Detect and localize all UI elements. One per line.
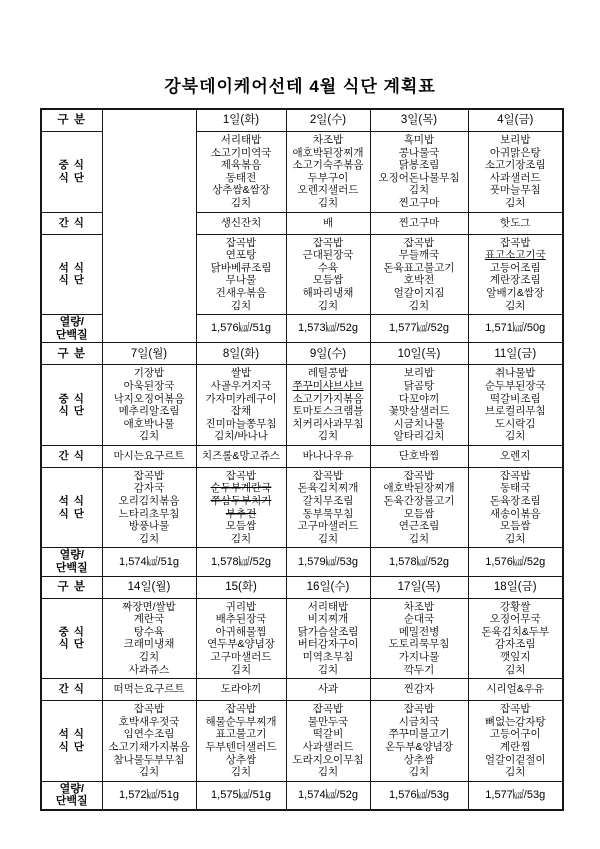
menu-item: 풋마늘무침 bbox=[489, 184, 541, 197]
dinner-label bbox=[41, 701, 102, 782]
energy-cell: 1,579㎉/53g bbox=[286, 548, 370, 576]
date-header-cell: 9일(수) bbox=[286, 343, 370, 365]
lunch-menu-cell bbox=[370, 598, 468, 679]
menu-item: 잡곡밥 bbox=[403, 236, 435, 249]
snack-cell: 도라야끼 bbox=[196, 679, 286, 701]
dinner-label bbox=[41, 467, 102, 548]
menu-item: 고구마샐러드 bbox=[210, 651, 272, 663]
snack-cell: 찐감자 bbox=[370, 679, 468, 701]
menu-item: 시금치나물 bbox=[393, 417, 445, 430]
label-line: 단백질 bbox=[55, 328, 88, 341]
label-line: 식 단 bbox=[58, 638, 85, 651]
menu-item: 뼈없는감자탕 bbox=[484, 715, 546, 728]
menu-item: 감자국 bbox=[133, 482, 165, 495]
menu-item: 무나물 bbox=[225, 274, 257, 287]
menu-item: 잡채 bbox=[230, 405, 252, 418]
lunch-menu-cell bbox=[286, 132, 370, 213]
menu-item: 흑미밥 bbox=[403, 134, 435, 146]
snack-cell: 핫도그 bbox=[468, 212, 563, 234]
menu-item: 도라지오이무침 bbox=[292, 753, 364, 766]
menu-item: 탕수육 bbox=[133, 625, 165, 638]
menu-item: 김치 bbox=[230, 663, 252, 676]
menu-item: 김치 bbox=[317, 299, 339, 312]
menu-item: 잡곡밥 bbox=[133, 703, 165, 716]
menu-item: 갈치무조림 bbox=[302, 495, 354, 508]
menu-item: 제육볶음 bbox=[220, 159, 262, 172]
date-header-cell: 4일(금) bbox=[468, 109, 563, 132]
menu-item: 김치 bbox=[230, 532, 252, 545]
menu-item: 계란찜 bbox=[500, 740, 531, 753]
menu-item: 김치 bbox=[317, 766, 339, 779]
menu-item: 김치 bbox=[408, 299, 430, 312]
date-header-cell: 16일(수) bbox=[286, 576, 370, 598]
menu-item: 김치 bbox=[505, 430, 526, 443]
energy-cell: 1,576㎉/53g bbox=[370, 781, 468, 810]
menu-item: 비지찌개 bbox=[307, 613, 349, 626]
menu-item: 기장밥 bbox=[133, 367, 165, 380]
snack-label: 간 식 bbox=[41, 445, 102, 467]
menu-item: 모듬쌈 bbox=[312, 274, 344, 287]
menu-item: 해파리냉채 bbox=[302, 286, 354, 299]
menu-item: 연근조림 bbox=[398, 520, 440, 533]
menu-item: 김치 bbox=[505, 663, 526, 676]
menu-item: 오징어무국 bbox=[489, 613, 541, 626]
menu-item: 알배기&쌈장 bbox=[486, 286, 545, 299]
menu-item: 얼갈이겉절이 bbox=[484, 753, 546, 766]
menu-item: 상추쌈 bbox=[403, 753, 435, 766]
menu-item: 모듬쌈 bbox=[225, 520, 257, 533]
dinner-menu-cell bbox=[370, 467, 468, 548]
snack-cell: 바나나우유 bbox=[286, 445, 370, 467]
menu-item: 동부묵무침 bbox=[302, 507, 354, 520]
snack-cell: 찐고구마 bbox=[370, 212, 468, 234]
menu-item: 물만두국 bbox=[307, 715, 349, 728]
date-header-cell: 1일(화) bbox=[196, 109, 286, 132]
label-line: 석 식 bbox=[58, 495, 85, 508]
menu-item: 방풍나물 bbox=[128, 520, 170, 533]
dinner-menu-cell bbox=[102, 467, 196, 548]
menu-item: 잡곡밥 bbox=[225, 703, 257, 716]
dinner-menu-cell bbox=[196, 234, 286, 315]
snack-cell: 단호박찜 bbox=[370, 445, 468, 467]
menu-item: 아욱된장국 bbox=[123, 379, 175, 392]
date-header-cell: 2일(수) bbox=[286, 109, 370, 132]
menu-item: 서리태밥 bbox=[307, 600, 349, 613]
menu-item: 귀리밥 bbox=[225, 600, 257, 613]
menu-item: 보리밥 bbox=[500, 134, 531, 146]
menu-item: 김치 bbox=[230, 766, 252, 779]
menu-item: 쌀밥 bbox=[230, 367, 252, 380]
energy-cell: 1,571㎉/50g bbox=[468, 315, 563, 343]
menu-item: 순대국 bbox=[403, 613, 435, 626]
menu-item: 치커리사과무침 bbox=[292, 417, 364, 430]
energy-label bbox=[41, 781, 102, 810]
menu-item: 소고기가지볶음 bbox=[292, 392, 364, 405]
menu-item: 도토리묵무침 bbox=[388, 638, 450, 651]
menu-item: 돈육표고불고기 bbox=[383, 261, 455, 274]
menu-item: 연두부&양념장 bbox=[207, 638, 275, 651]
energy-cell: 1,574㎉/51g bbox=[102, 548, 196, 576]
menu-item: 부추전 bbox=[225, 507, 257, 520]
menu-item: 사과샐러드 bbox=[489, 171, 541, 184]
menu-item: 김치 bbox=[408, 532, 430, 545]
menu-item: 소고기장조림 bbox=[484, 159, 546, 172]
lunch-label bbox=[41, 132, 102, 213]
menu-item: 소고기채가지볶음 bbox=[108, 740, 190, 753]
menu-item: 무들깨국 bbox=[398, 249, 440, 262]
menu-item: 오렌지샐러드 bbox=[297, 184, 359, 197]
menu-item: 김치/바나나 bbox=[214, 430, 268, 443]
menu-item: 계란장조림 bbox=[489, 274, 541, 287]
menu-item: 김치 bbox=[505, 532, 526, 545]
dinner-menu-cell bbox=[370, 701, 468, 782]
menu-item: 소고기숙주볶음 bbox=[292, 159, 364, 172]
menu-item: 콩나물국 bbox=[398, 146, 440, 159]
menu-item: 고구마샐러드 bbox=[297, 520, 359, 533]
menu-item: 알타리김치 bbox=[393, 430, 445, 443]
energy-cell: 1,572㎉/51g bbox=[102, 781, 196, 810]
dinner-label bbox=[41, 234, 102, 315]
energy-cell: 1,576㎉/52g bbox=[468, 548, 563, 576]
menu-item: 참나물두부무침 bbox=[113, 753, 185, 766]
snack-cell: 떠먹는요구르트 bbox=[102, 679, 196, 701]
menu-item: 잡곡밥 bbox=[500, 469, 531, 482]
lunch-menu-cell bbox=[468, 598, 563, 679]
menu-item: 온두부&양념장 bbox=[385, 740, 453, 753]
menu-item: 잡곡밥 bbox=[225, 236, 257, 249]
menu-item: 동태국 bbox=[500, 482, 531, 495]
energy-label bbox=[41, 548, 102, 576]
menu-item: 진미마늘쫑무침 bbox=[205, 417, 277, 430]
spacer-cell bbox=[102, 109, 196, 343]
label-line: 중 식 bbox=[58, 392, 85, 405]
energy-cell: 1,578㎉/52g bbox=[370, 548, 468, 576]
lunch-menu-cell bbox=[196, 132, 286, 213]
dinner-menu-cell bbox=[286, 701, 370, 782]
snack-cell: 배 bbox=[286, 212, 370, 234]
menu-item: 두부구이 bbox=[307, 171, 349, 184]
menu-item: 토마토스크램블 bbox=[292, 405, 364, 418]
lunch-menu-cell bbox=[468, 365, 563, 446]
category-label: 구 분 bbox=[41, 576, 102, 598]
snack-cell: 마시는요구르트 bbox=[102, 445, 196, 467]
lunch-menu-cell bbox=[286, 598, 370, 679]
menu-item: 쭈삼두부치기 bbox=[210, 495, 272, 508]
menu-item: 사골우거지국 bbox=[210, 379, 272, 392]
menu-item: 김치 bbox=[317, 663, 339, 676]
lunch-label bbox=[41, 365, 102, 446]
menu-item: 순두부된장국 bbox=[484, 379, 546, 392]
lunch-menu-cell bbox=[286, 365, 370, 446]
label-line: 열량/ bbox=[59, 549, 84, 562]
menu-item: 취나물밥 bbox=[494, 367, 536, 380]
menu-item: 김치 bbox=[505, 196, 526, 209]
lunch-menu-cell bbox=[468, 132, 563, 213]
menu-item: 배추된장국 bbox=[215, 613, 267, 626]
menu-item: 짜장면/쌀밥 bbox=[122, 600, 176, 613]
menu-item: 해물순두부찌개 bbox=[205, 715, 277, 728]
menu-item: 꽃맛살샐러드 bbox=[388, 405, 450, 418]
date-header-cell: 7일(월) bbox=[102, 343, 196, 365]
energy-cell: 1,574㎉/52g bbox=[286, 781, 370, 810]
menu-item: 잡곡밥 bbox=[312, 703, 344, 716]
menu-item: 근대된장국 bbox=[302, 249, 354, 262]
menu-item: 아귀해물찜 bbox=[215, 625, 267, 638]
energy-cell: 1,577㎉/53g bbox=[468, 781, 563, 810]
label-line: 식 단 bbox=[58, 740, 85, 753]
menu-item: 잡곡밥 bbox=[312, 236, 344, 249]
menu-item: 잡곡밥 bbox=[225, 469, 257, 482]
menu-item: 서리태밥 bbox=[220, 134, 262, 146]
menu-item: 김치 bbox=[408, 184, 430, 197]
menu-item: 애호박된장찌개 bbox=[383, 482, 455, 495]
category-label: 구 분 bbox=[41, 343, 102, 365]
menu-item: 사과샐러드 bbox=[302, 740, 354, 753]
label-line: 열량/ bbox=[59, 316, 84, 329]
menu-item: 도시락김 bbox=[494, 417, 536, 430]
menu-item: 떡갈비조림 bbox=[489, 392, 541, 405]
menu-item: 잡곡밥 bbox=[500, 703, 531, 716]
menu-item: 쭈꾸미불고기 bbox=[388, 728, 450, 741]
date-header-cell: 15(화) bbox=[196, 576, 286, 598]
menu-item: 닭곰탕 bbox=[403, 379, 435, 392]
label-line: 식 단 bbox=[58, 405, 85, 418]
menu-item: 모듬쌈 bbox=[403, 507, 435, 520]
menu-item: 김치 bbox=[138, 766, 160, 779]
menu-item: 호박전 bbox=[403, 274, 435, 287]
menu-item: 김치 bbox=[138, 532, 160, 545]
menu-item: 돈육김치찌개 bbox=[297, 482, 359, 495]
menu-item: 차조밥 bbox=[312, 134, 344, 146]
dinner-menu-cell bbox=[102, 701, 196, 782]
menu-item: 표고소고기국 bbox=[484, 249, 546, 262]
menu-item: 잡곡밥 bbox=[133, 469, 165, 482]
menu-item: 가지나물 bbox=[398, 651, 440, 663]
menu-item: 김치 bbox=[505, 766, 526, 779]
label-line: 중 식 bbox=[58, 159, 85, 172]
menu-item: 상추쌈 bbox=[225, 753, 257, 766]
menu-item: 연포탕 bbox=[225, 249, 257, 262]
menu-item: 시금치국 bbox=[398, 715, 440, 728]
dinner-menu-cell bbox=[196, 467, 286, 548]
menu-item: 메밀전병 bbox=[398, 625, 440, 638]
menu-table bbox=[40, 108, 564, 811]
lunch-menu-cell bbox=[196, 365, 286, 446]
lunch-menu-cell bbox=[370, 365, 468, 446]
menu-item: 애호박나물 bbox=[123, 417, 175, 430]
menu-item: 돈육장조림 bbox=[489, 495, 541, 508]
menu-item: 깍두기 bbox=[403, 663, 435, 676]
menu-item: 쭈꾸미샤브샤브 bbox=[292, 379, 364, 392]
page-title: 강북데이케어선테 4월 식단 계획표 bbox=[164, 77, 436, 96]
lunch-label bbox=[41, 598, 102, 679]
snack-cell: 사과 bbox=[286, 679, 370, 701]
dinner-menu-cell bbox=[468, 467, 563, 548]
menu-item: 낙지오징어볶음 bbox=[113, 392, 185, 405]
label-line: 식 단 bbox=[58, 507, 85, 520]
snack-label: 간 식 bbox=[41, 212, 102, 234]
menu-item: 느타리초무침 bbox=[118, 507, 180, 520]
menu-item: 애호박된장찌개 bbox=[292, 146, 364, 159]
menu-item: 찐고구마 bbox=[398, 196, 440, 209]
menu-item: 크래미냉채 bbox=[123, 638, 175, 651]
menu-item: 차조밥 bbox=[403, 600, 435, 613]
menu-item: 두부텐더샐러드 bbox=[205, 740, 277, 753]
menu-item: 잡곡밥 bbox=[500, 236, 531, 249]
menu-item: 사과쥬스 bbox=[128, 663, 170, 676]
energy-cell: 1,576㎉/51g bbox=[196, 315, 286, 343]
menu-item: 닭봉조림 bbox=[398, 159, 440, 172]
label-line: 식 단 bbox=[58, 171, 85, 184]
date-header-cell: 8일(화) bbox=[196, 343, 286, 365]
label-line: 중 식 bbox=[58, 625, 85, 638]
menu-item: 김치 bbox=[138, 430, 160, 443]
dinner-menu-cell bbox=[468, 234, 563, 315]
menu-item: 소고기미역국 bbox=[210, 146, 272, 159]
menu-item: 계란국 bbox=[133, 613, 165, 626]
menu-item: 닭바베큐조림 bbox=[210, 261, 272, 274]
menu-item: 레틸콩밥 bbox=[307, 367, 349, 380]
menu-item: 오징어돈나물무침 bbox=[378, 171, 460, 184]
menu-item: 순두부계란국 bbox=[210, 482, 272, 495]
energy-cell: 1,573㎉/52g bbox=[286, 315, 370, 343]
label-line: 석 식 bbox=[58, 728, 85, 741]
menu-item: 건새우볶음 bbox=[215, 286, 267, 299]
label-line: 단백질 bbox=[55, 795, 88, 808]
label-line: 석 식 bbox=[58, 261, 85, 274]
date-header-cell: 11일(금) bbox=[468, 343, 563, 365]
snack-label: 간 식 bbox=[41, 679, 102, 701]
date-header-cell: 17일(목) bbox=[370, 576, 468, 598]
menu-item: 얼갈이지짐 bbox=[393, 286, 445, 299]
label-line: 열량/ bbox=[59, 782, 84, 795]
menu-item: 수육 bbox=[317, 261, 339, 274]
menu-item: 강황쌀 bbox=[500, 600, 531, 613]
date-header-cell: 18일(금) bbox=[468, 576, 563, 598]
lunch-menu-cell bbox=[370, 132, 468, 213]
menu-item: 모듬쌈 bbox=[500, 520, 531, 533]
date-header-cell: 10일(목) bbox=[370, 343, 468, 365]
snack-cell: 오렌지 bbox=[468, 445, 563, 467]
menu-item: 깻잎지 bbox=[500, 651, 531, 663]
dinner-menu-cell bbox=[196, 701, 286, 782]
menu-item: 가자미카레구이 bbox=[205, 392, 277, 405]
dinner-menu-cell bbox=[286, 467, 370, 548]
menu-item: 동태전 bbox=[225, 171, 257, 184]
menu-item: 잡곡밥 bbox=[312, 469, 344, 482]
menu-item: 김치 bbox=[505, 299, 526, 312]
menu-item: 새송이볶음 bbox=[489, 507, 541, 520]
menu-item: 상추쌈&쌈장 bbox=[212, 184, 270, 197]
menu-item: 버터감자구이 bbox=[297, 638, 359, 651]
menu-item: 메추리알조림 bbox=[118, 405, 180, 418]
menu-item: 돈육간장불고기 bbox=[383, 495, 455, 508]
menu-item: 보리밥 bbox=[403, 367, 435, 380]
menu-item: 표고불고기 bbox=[215, 728, 267, 741]
menu-item: 임연수조림 bbox=[123, 728, 175, 741]
energy-cell: 1,578㎉/52g bbox=[196, 548, 286, 576]
menu-item: 김치 bbox=[230, 299, 252, 312]
menu-item: 호박새우젓국 bbox=[118, 715, 180, 728]
snack-cell: 치즈롤&망고쥬스 bbox=[196, 445, 286, 467]
menu-item: 김치 bbox=[317, 532, 339, 545]
lunch-menu-cell bbox=[196, 598, 286, 679]
label-line: 식 단 bbox=[58, 274, 85, 287]
snack-cell: 생신잔치 bbox=[196, 212, 286, 234]
lunch-menu-cell bbox=[102, 365, 196, 446]
menu-item: 잡곡밥 bbox=[403, 469, 435, 482]
date-header-cell: 3일(목) bbox=[370, 109, 468, 132]
menu-item: 김치 bbox=[317, 430, 339, 443]
menu-item: 아귀맑은탕 bbox=[489, 146, 541, 159]
menu-item: 브로컬리무침 bbox=[484, 405, 546, 418]
menu-item: 김치 bbox=[317, 196, 339, 209]
menu-item: 고등어구이 bbox=[489, 728, 541, 741]
label-line: 단백질 bbox=[55, 562, 88, 575]
date-header-cell: 14일(월) bbox=[102, 576, 196, 598]
menu-item: 고등어조림 bbox=[489, 261, 541, 274]
menu-item: 다꼬야끼 bbox=[398, 392, 440, 405]
menu-item: 닭가슴살조림 bbox=[297, 625, 359, 638]
dinner-menu-cell bbox=[286, 234, 370, 315]
energy-label bbox=[41, 315, 102, 343]
menu-item: 돈육김치&두부 bbox=[481, 625, 550, 638]
dinner-menu-cell bbox=[370, 234, 468, 315]
menu-item: 김치 bbox=[138, 651, 160, 663]
category-label: 구 분 bbox=[41, 109, 102, 132]
menu-item: 잡곡밥 bbox=[403, 703, 435, 716]
energy-cell: 1,577㎉/52g bbox=[370, 315, 468, 343]
menu-item: 미역초무침 bbox=[302, 651, 354, 663]
menu-item: 감자조림 bbox=[494, 638, 536, 651]
menu-item: 떡갈비 bbox=[312, 728, 344, 741]
menu-item: 김치 bbox=[408, 766, 430, 779]
dinner-menu-cell bbox=[468, 701, 563, 782]
snack-cell: 시리얼&우유 bbox=[468, 679, 563, 701]
menu-item: 오리김치볶음 bbox=[118, 495, 180, 508]
menu-item: 김치 bbox=[230, 196, 252, 209]
lunch-menu-cell bbox=[102, 598, 196, 679]
energy-cell: 1,575㎉/51g bbox=[196, 781, 286, 810]
